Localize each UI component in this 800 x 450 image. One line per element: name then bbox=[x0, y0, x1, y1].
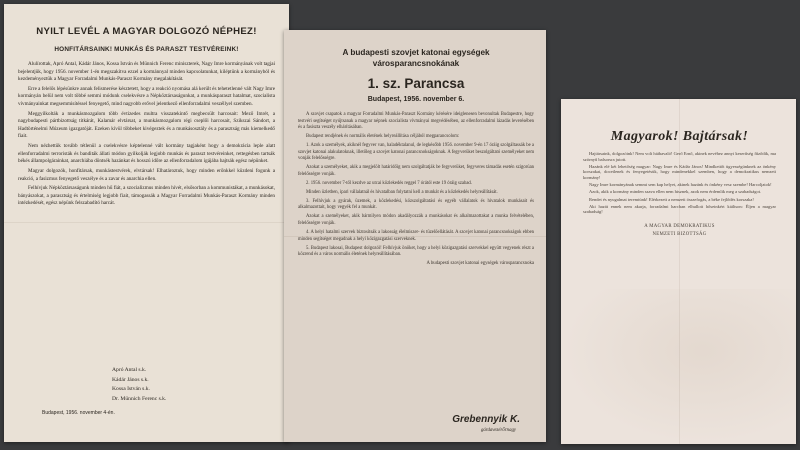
paragraph: Alulírottak, Apró Antal, Kádár János, Kossa István és Münnich Ferenc miniszterek, Nagy Imre kormányának volt tagjai bejelentjük, hogy 1956. november 1-én megszakítva ezzel a kormánnyal minden kapcsolatunkat, kiléptünk a kormányból és kezdeményeztük a Magyar Forradalmi Munkás-Paraszt Kormány megalakítását. bbox=[18, 61, 275, 82]
fold-line bbox=[679, 99, 680, 444]
paragraph: Azokat a személyeket, akik a megjelölt határidőig nem szolgáltatják be fegyverüket, fegyveres támadás esetén szigorúan felelősségre vonják. bbox=[298, 165, 534, 177]
leaflet-subtitle: HONFITÁRSAINK! MUNKÁS ÉS PARASZT TESTVÉREINK! bbox=[54, 46, 239, 53]
paragraph: Aki hazát ennek nem akarja, forradalmi harcban elhullott hőseinkért kiáltson: Éljen a magyar szabadság! bbox=[583, 203, 776, 215]
leaflet-title: NYILT LEVÉL A MAGYAR DOLGOZÓ NÉPHEZ! bbox=[36, 26, 257, 37]
paragraph: 5. Budapest lakosai, Budapest dolgozói! Felhívjuk önöket, hogy a helyi közigazgatási szervekkel együtt vegyenek részt a közrend és a város normális életének helyreállításában. bbox=[298, 245, 534, 258]
paragraph: Nagy Imre kormányának semmi sem kap helyet, akinek hazánk és önkény vesz szembe! Harcoljatok! bbox=[589, 182, 772, 188]
leaflet-body bbox=[18, 61, 275, 208]
leaflet-date: Budapest, 1956. november 4-én. bbox=[42, 410, 115, 416]
paragraph: Nem nézhettük tovább tétlenül a cselekvésre képtelenné vált kormány tagjaként hogy a demokrácia leple alatt ellenforradalmi terroristák és banditák állati módon gyilkolják legjobb munkás és paraszt testvéreinket, rettegésben tartsák békés állampolgárainkat, anarchiába döntsék hazánkat és hosszú időre az ellenforradalom igájába hajtsák egész népünket. bbox=[18, 143, 275, 165]
fold-line bbox=[284, 236, 546, 237]
paragraph: Rendet és nyugalmat teremtünk! Elérkezett a nemzeti összefogás, a béke fejlődés korszaka! bbox=[589, 196, 754, 202]
order-leaflet bbox=[284, 30, 546, 442]
heading-line: A budapesti szovjet katonai egységek bbox=[342, 48, 490, 57]
heading-line: városparancsnokának bbox=[372, 58, 460, 68]
paragraph: Azok, akik a kormány minden szava ellen nem hisznek, azok nem érdemlik meg a szabadságot. bbox=[589, 189, 762, 195]
signature-rank: gárdavezérőrnagy bbox=[481, 428, 516, 433]
paragraph: A szovjet csapatok a magyar Forradalmi Munkás-Paraszt Kormány kérésére ideiglenesen bevonultak Budapestre, hogy testvéri segítséget nyújtsanak a magyar népnek szocialista vívmányai megvédésében, az ellenforradalmi lázadás leverésében és a fasiszta veszély elhárításában. bbox=[298, 112, 534, 131]
signature-name: Grebennyik K. bbox=[452, 414, 520, 425]
signature-label: A budapesti szovjet katonai egységek városparancsnoka bbox=[426, 261, 534, 267]
open-letter-leaflet bbox=[4, 4, 289, 442]
order-body bbox=[298, 112, 534, 266]
signer-list bbox=[112, 366, 166, 404]
signer: Dr. Münnich Ferenc s.k. bbox=[112, 395, 167, 402]
paragraph: Meggyilkolták a munkásmozgalom több évtizedes multra visszatekintő megbecsült harcosait: Mező Imrét, a nagybudapesti pártbizottság titkárát, Kalamár elvtársat, a munkásmozgalom régi cseplői harcosait, Szikszai Sándort, a Hadtörténelmi Múzeum igazgatóját. Ezeken kívül többeket kivégeztek és a munkásosztály és a parasztság más kiemelkedő fiait. bbox=[18, 110, 275, 140]
appeal-leaflet bbox=[561, 99, 796, 444]
order-date: Budapest, 1956. november 6. bbox=[367, 96, 465, 103]
paragraph: Minden üzletben, ipari vállalatnál és hivatalban folytatni kell a munkát és a közlekedés helyreállítását. bbox=[306, 189, 498, 195]
signer: Apró Antal s.k. bbox=[112, 367, 147, 373]
paragraph: 2. 1956. november 7-től kezdve az utcai közlekedés reggel 7 órától este 19 óráig szabad. bbox=[306, 180, 472, 186]
paragraph: Hajtársaink, dolgozóink! Nem volt hiábavaló! Gerő Ernő, akinek nevéhez annyi keserűség fűződik, ma szörnyű balsorsra jutott. bbox=[583, 151, 776, 162]
paragraph: Magyar dolgozók, honfitársak, munkástestvérek, elvtársak! Elhatároztuk, hogy minden erőnkkel küzdeni fogunk a reakció, a fasizmus fenyegető veszélye és a zavar és anarchia ellen. bbox=[18, 168, 275, 182]
order-number-title: 1. sz. Parancsa bbox=[367, 76, 465, 91]
paragraph: Budapest rendjének és normális életének helyreállítása céljából megparancsolom: bbox=[306, 134, 460, 140]
order-heading bbox=[298, 48, 534, 69]
footer-line: A MAGYAR DEMOKRATIKUS bbox=[644, 223, 715, 229]
paragraph: Azokat a személyeket, akik bármilyen módon akadályozzák a munkásokat és alkalmazottakat a munka felvételében, felelősségre vonják. bbox=[298, 214, 534, 227]
paragraph: 1. Azok a személyek, akiknél fegyver van, haladéktalanul, de legkésőbb 1956. november 9-én 17 óráig szolgáltassák be a szovjet katonai alakulatoknak, illetőleg a szovjet katonai parancsnokságoknak. A fegyverüket beszolgáltató személyeket nem vonják felelősségre. bbox=[298, 143, 534, 162]
signer: Kossa István s.k. bbox=[112, 386, 150, 393]
footer-line: NEMZETI BIZOTTSÁG bbox=[652, 231, 707, 237]
appeal-title: Magyarok! Bajtársak! bbox=[610, 129, 749, 144]
signer: Kádár János s.k. bbox=[112, 376, 149, 383]
paragraph: 4. A helyi hatalmi szervek biztosítsák a lakosság élelmiszer- és tüzelőellátását. A szovjet katonai parancsnokságok ebben minden segítséget megadnak a helyi közigazgatási szerveknek. bbox=[298, 230, 534, 242]
fold-line bbox=[4, 222, 289, 223]
paragraph: Felhívjuk Népköztársaságunk minden hű fiát, a szocializmus minden hívét, elsősorban a kommunistákat, a munkásokat, bányászokat, a parasztság és értelmiség legjobb fiait, támogassák a Magyar Forradalmi Munkás-Paraszt Kormány minden intézkedését, egész népünk felszabadító harcát. bbox=[18, 185, 275, 207]
paragraph: Hazánk elé két lehetőség magyar: Nagy Imre és Kádár János! Mindkettőt ügyességünknek az önkény korszakai, docetlenek és fenyegetésük, hogy mindenekkel szemben, hogy a demokratikus nemzeti kormány! bbox=[583, 163, 776, 180]
paragraph: 3. Felhívjuk a gyárak, üzemek, a közlekedési, közszolgáltatási és egyéb vállalatok és hivatalok munkásait és alkalmazottait, hogy vegyék fel a munkát. bbox=[298, 198, 534, 211]
paragraph: Erre a felelős lépésünkre annak felismerése késztetett, hogy a reakció nyomása alá került és tehetetlenné vált Nagy Imre kormányán belül nem volt többé semmi módunk cselekvésre a Népköztársaságunkat, a munkásparaszt hatalmat, szocialista vívmányainkat megsemmisítéssel fenyegető, mind nagyobb erővel jelentkező ellenforradalmi veszéllyel szemben. bbox=[18, 85, 275, 107]
